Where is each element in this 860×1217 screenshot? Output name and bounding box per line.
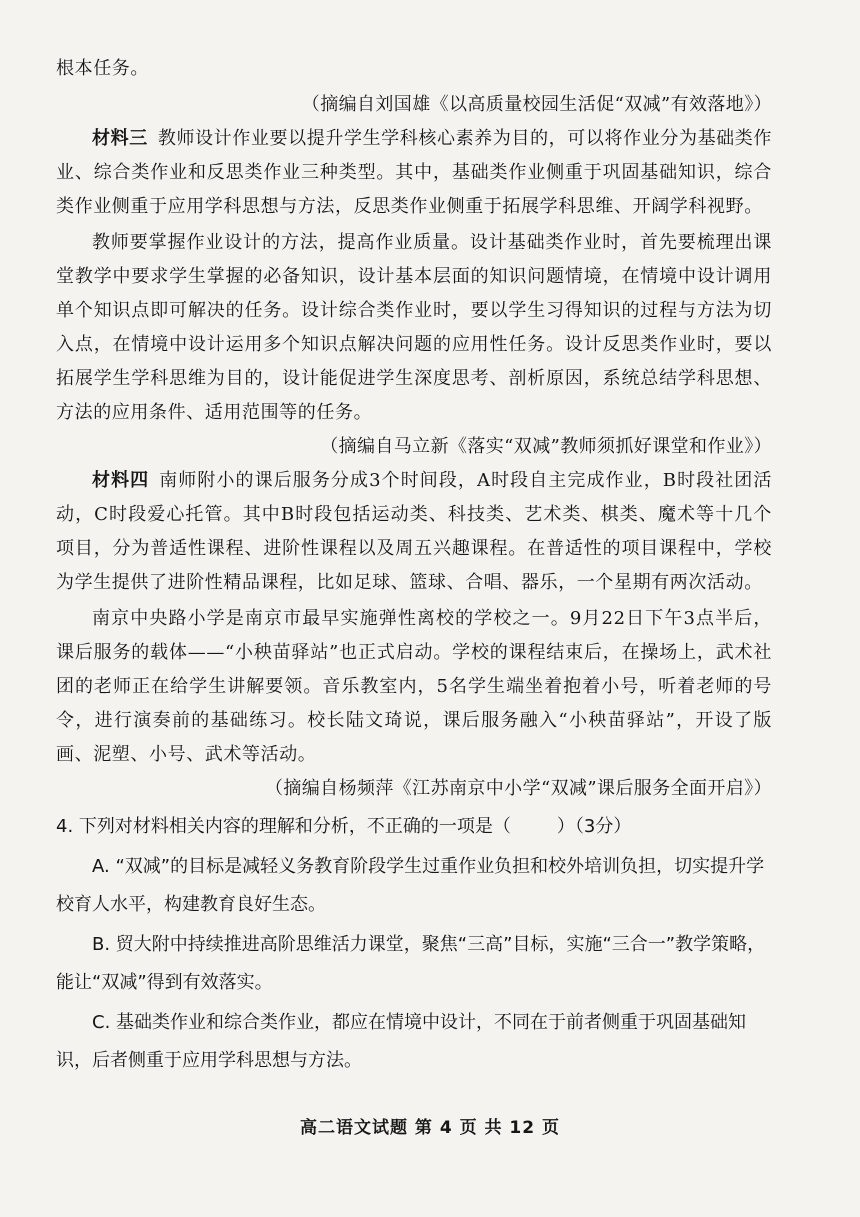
material3-label: 材料三 bbox=[92, 128, 148, 149]
material4-paragraph-2: 南京中央路小学是南京市最早实施弹性离校的学校之一。9月22日下午3点半后，课后服务的载体——“小秧苗驿站”也正式启动。学校的课程结束后，在操场上，武术社团的老师正在给学生讲解要领。音乐教室内，5名学生端坐着抱着小号，听着老师的号令，进行演奏前的基础练习。校长陆文琦说，课后服务融入“小秧苗驿站”，开设了版画、泥塑、小号、武术等活动。 bbox=[56, 608, 772, 765]
continuation-text: 根本任务。 bbox=[56, 58, 149, 79]
material3-paragraph-1 bbox=[56, 122, 772, 224]
material3-prev-source: （摘编自刘国雄《以高质量校园生活促“双减”有效落地》） bbox=[301, 94, 772, 115]
material3-source: （摘编自马立新《落实“双减”教师须抓好课堂和作业》） bbox=[320, 436, 772, 457]
material3-p1-text: 教师设计作业要以提升学生学科核心素养为目的，可以将作业分为基础类作业、综合类作业和反思类作业三种类型。其中，基础类作业侧重于巩固基础知识，综合类作业侧重于应用学科思想与方法，反思类作业侧重于拓展学科思维、开阔学科视野。 bbox=[56, 128, 772, 217]
material4-label: 材料四 bbox=[92, 470, 150, 491]
question-stem-before: 4. 下列对材料相关内容的理解和分析，不正确的一项是（ bbox=[56, 816, 511, 837]
option-b: B. 贸大附中持续推进高阶思维活力课堂，聚焦“三高”目标，实施“三合一”教学策略，能让“双减”得到有效落实。 bbox=[56, 934, 766, 993]
question-4-stem bbox=[56, 810, 772, 844]
option-c: C. 基础类作业和综合类作业，都应在情境中设计，不同在于前者侧重于巩固基础知识，后者侧重于应用学科思想与方法。 bbox=[56, 1012, 747, 1071]
option-a: A. “双减”的目标是减轻义务教育阶段学生过重作业负担和校外培训负担，切实提升学校育人水平，构建教育良好生态。 bbox=[56, 856, 765, 915]
material4-p1-text: 南师附小的课后服务分成3个时间段，A时段自主完成作业，B时段社团活动，C时段爱心托管。其中B时段包括运动类、科技类、艺术类、棋类、魔术等十几个项目，分为普适性课程、进阶性课程以及周五兴趣课程。在普适性的项目课程中，学校为学生提供了进阶性精品课程，比如足球、篮球、合唱、器乐，一个星期有两次活动。 bbox=[56, 470, 772, 593]
material4-source: （摘编自杨频萍《江苏南京中小学“双减”课后服务全面开启》） bbox=[264, 778, 772, 799]
material3-paragraph-2: 教师要掌握作业设计的方法，提高作业质量。设计基础类作业时，首先要梳理出课堂教学中要求学生掌握的必备知识，设计基本层面的知识问题情境，在情境中设计调用单个知识点即可解决的任务。设计综合类作业时，要以学生习得知识的过程与方法为切入点，在情境中设计运用多个知识点解决问题的应用性任务。设计反思类作业时，要以拓展学生学科思维为目的，设计能促进学生深度思考、剖析原因，系统总结学科思想、方法的应用条件、适用范围等的任务。 bbox=[56, 232, 772, 423]
question-stem-after: ）（3分） bbox=[556, 816, 632, 837]
material4-paragraph-1 bbox=[56, 464, 772, 600]
page-footer: 高二语文试题 第 4 页 共 12 页 bbox=[300, 1118, 560, 1138]
